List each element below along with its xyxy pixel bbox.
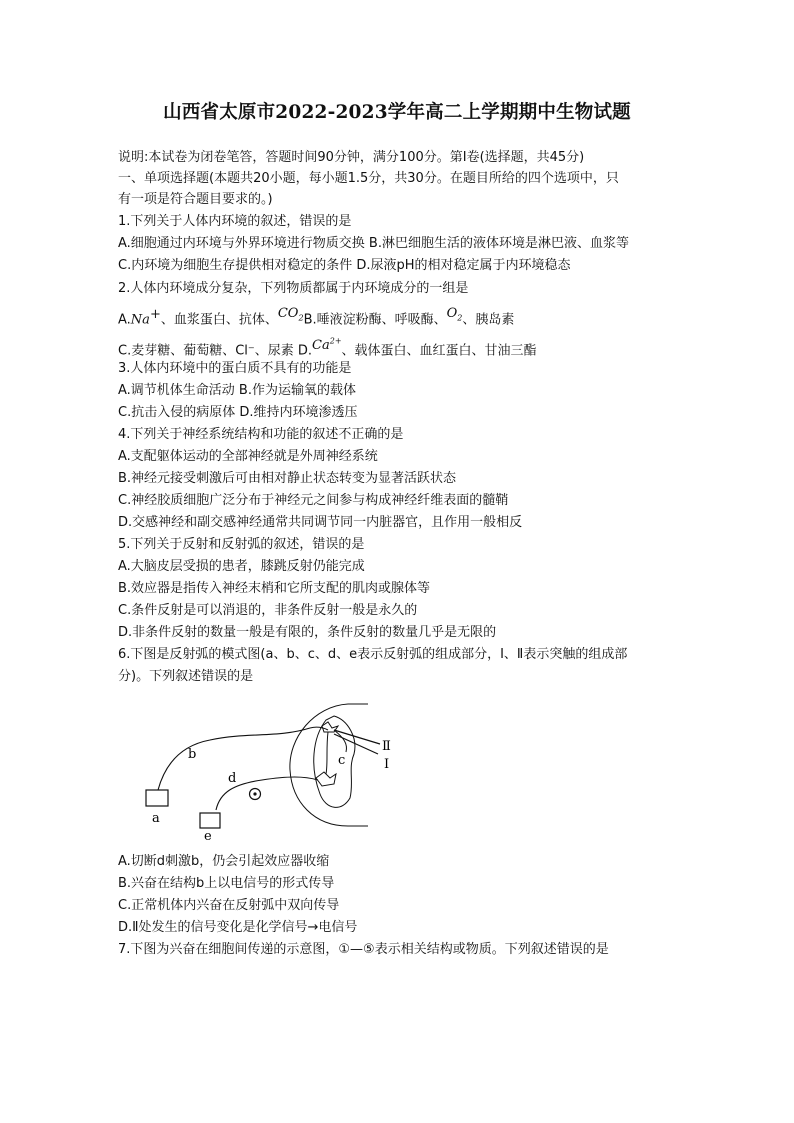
question-1-stem: 1.下列关于人体内环境的叙述，错误的是	[118, 214, 352, 229]
reflex-arc-svg	[138, 698, 408, 846]
section-header-line-2: 有一项是符合题目要求的。)	[118, 192, 273, 207]
reflex-arc-diagram	[138, 698, 408, 846]
label-d: d	[228, 771, 237, 786]
question-2-options-cd: C.麦芽糖、葡萄糖、Cl⁻、尿素 $D.Ca^{2+}$、载体蛋白、血红蛋白、甘油三酯	[118, 337, 537, 359]
question-4-option-b: B.神经元接受刺激后可由相对静止状态转变为显著活跃状态	[118, 471, 457, 486]
label-b: b	[188, 747, 197, 762]
question-5-option-c: C.条件反射是可以消退的，非条件反射一般是永久的	[118, 603, 418, 618]
question-5-option-b: B.效应器是指传入神经末梢和它所支配的肌肉或腺体等	[118, 581, 431, 596]
label-e: e	[204, 829, 212, 844]
label-I: I	[384, 757, 390, 772]
question-2-options-ab: A.Na+、血浆蛋白、抗体、$CO_2B$.唾液淀粉酶、呼吸酶、$O_2$、胰岛素	[118, 306, 515, 328]
question-4-option-a: A.支配躯体运动的全部神经就是外周神经系统	[118, 449, 378, 464]
question-6-option-c: C.正常机体内兴奋在反射弧中双向传导	[118, 898, 340, 913]
question-3-options-ab: A.调节机体生命活动 B.作为运输氧的载体	[118, 383, 356, 398]
stimulus-point-center	[253, 792, 256, 795]
question-6-stem-line-1: 6.下图是反射弧的模式图(a、b、c、d、e表示反射弧的组成部分，Ⅰ、Ⅱ表示突触的组成部	[118, 647, 628, 662]
question-5-option-d: D.非条件反射的数量一般是有限的，条件反射的数量几乎是无限的	[118, 625, 497, 640]
question-1-options-ab: A.细胞通过内环境与外界环境进行物质交换 B.淋巴细胞生活的液体环境是淋巴液、血浆等	[118, 236, 629, 251]
receptor-box-a	[146, 790, 168, 806]
synapse-link	[326, 732, 328, 774]
question-3-options-cd: C.抗击入侵的病原体 D.维持内环境渗透压	[118, 405, 358, 420]
question-4-stem: 4.下列关于神经系统结构和功能的叙述不正确的是	[118, 427, 404, 442]
label-c: c	[338, 753, 346, 768]
question-6-option-a: A.切断d刺激b，仍会引起效应器收缩	[118, 854, 330, 869]
question-3-stem: 3.人体内环境中的蛋白质不具有的功能是	[118, 361, 352, 376]
question-1-options-cd: C.内环境为细胞生存提供相对稳定的条件 D.尿液pH的相对稳定属于内环境稳态	[118, 258, 571, 273]
instructions-line: 说明:本试卷为闭卷笔答，答题时间90分钟，满分100分。第Ⅰ卷(选择题，共45分)	[118, 150, 585, 165]
afferent-nerve-b-inner	[310, 727, 328, 730]
question-5-stem: 5.下列关于反射和反射弧的叙述，错误的是	[118, 537, 365, 552]
question-5-option-a: A.大脑皮层受损的患者，膝跳反射仍能完成	[118, 559, 365, 574]
motor-neuron-body	[316, 772, 336, 786]
question-6-stem-line-2: 分)。下列叙述错误的是	[118, 669, 254, 684]
question-4-option-c: C.神经胶质细胞广泛分布于神经元之间参与构成神经纤维表面的髓鞘	[118, 493, 509, 508]
question-4-option-d: D.交感神经和副交感神经通常共同调节同一内脏器官，且作用一般相反	[118, 515, 523, 530]
section-header-line-1: 一、单项选择题(本题共20小题，每小题1.5分，共30分。在题目所给的四个选项中，只	[118, 171, 619, 186]
label-II: Ⅱ	[382, 739, 391, 754]
spinal-cord-outline	[290, 704, 368, 826]
question-7-stem: 7.下图为兴奋在细胞间传递的示意图，①—⑤表示相关结构或物质。下列叙述错误的是	[118, 942, 609, 957]
page-title: 山西省太原市2022-2023学年高二上学期期中生物试题	[163, 102, 631, 123]
question-6-option-b: B.兴奋在结构b上以电信号的形式传导	[118, 876, 335, 891]
question-6-option-d: D.Ⅱ处发生的信号变化是化学信号→电信号	[118, 920, 358, 935]
question-2-stem: 2.人体内环境成分复杂，下列物质都属于内环境成分的一组是	[118, 281, 469, 296]
label-a: a	[152, 811, 160, 826]
effector-box-e	[200, 813, 220, 828]
